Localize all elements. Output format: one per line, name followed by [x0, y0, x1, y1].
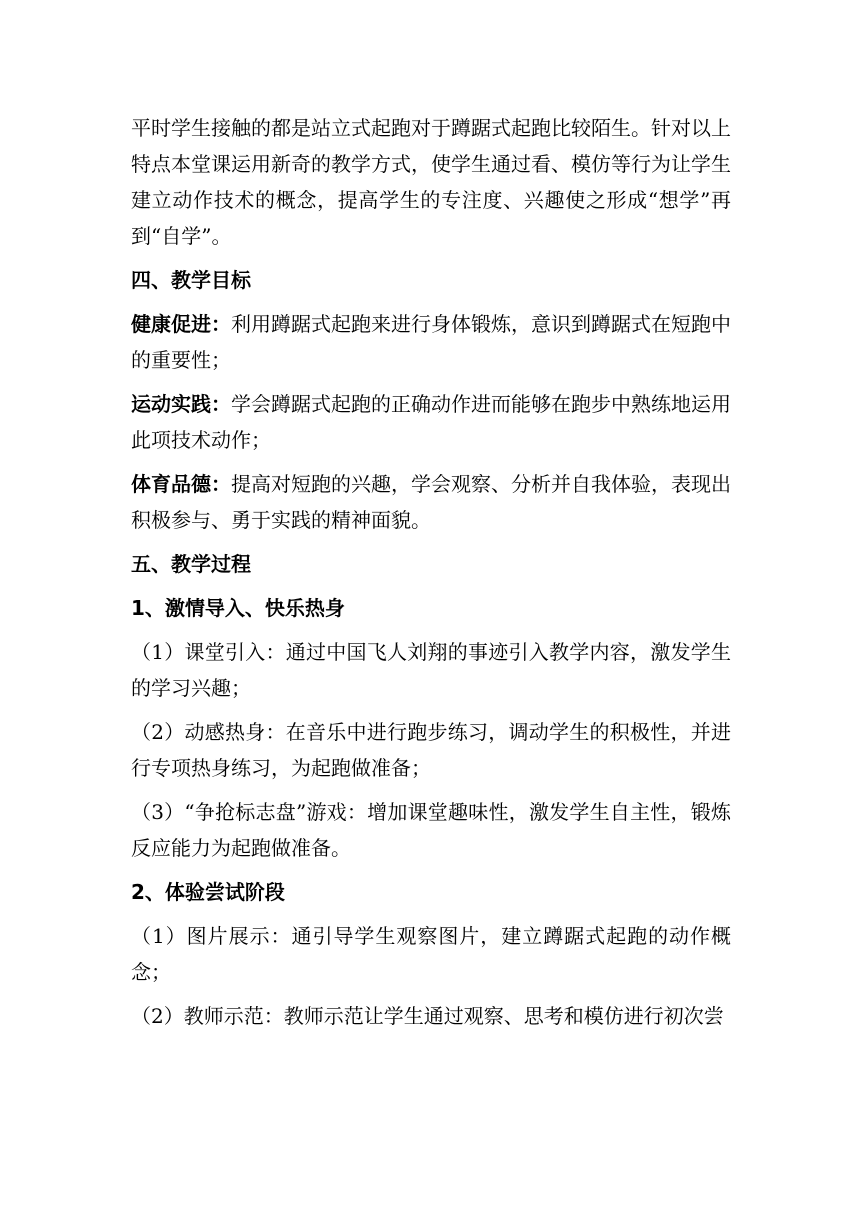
goal-term: 运动实践： [131, 392, 231, 416]
process-item: （1）课堂引入：通过中国飞人刘翔的事迹引入教学内容，激发学生的学习兴趣； [131, 640, 731, 700]
goal-text: 提高对短跑的兴趣，学会观察、分析并自我体验，表现出积极参与、勇于实践的精神面貌。 [131, 472, 731, 532]
subsection-heading-warmup: 1、激情导入、快乐热身 [131, 596, 345, 620]
goal-term: 健康促进： [131, 312, 231, 336]
goal-morality [131, 466, 731, 538]
process-item: （2）动感热身：在音乐中进行跑步练习，调动学生的积极性，并进行专项热身练习，为起跑做准备； [131, 720, 731, 780]
intro-paragraph: 平时学生接触的都是站立式起跑对于蹲踞式起跑比较陌生。针对以上特点本堂课运用新奇的教学方式，使学生通过看、模仿等行为让学生建立动作技术的概念，提高学生的专注度、兴趣使之形成“想学”再到“自学”。 [131, 116, 731, 248]
process-item: （3）“争抢标志盘”游戏：增加课堂趣味性，激发学生自主性，锻炼反应能力为起跑做准备。 [131, 800, 731, 860]
goal-practice [131, 386, 731, 458]
subsection-heading-experience: 2、体验尝试阶段 [131, 880, 285, 904]
section-heading-process: 五、教学过程 [131, 552, 251, 576]
document-page [131, 110, 731, 1042]
process-item: （2）教师示范：教师示范让学生通过观察、思考和模仿进行初次尝 [131, 1004, 724, 1028]
section-heading-goals: 四、教学目标 [131, 268, 251, 292]
goal-term: 体育品德： [131, 472, 231, 496]
goal-text: 学会蹲踞式起跑的正确动作进而能够在跑步中熟练地运用此项技术动作； [131, 392, 731, 452]
process-item: （1）图片展示：通引导学生观察图片，建立蹲踞式起跑的动作概念； [131, 924, 731, 984]
goal-text: 利用蹲踞式起跑来进行身体锻炼，意识到蹲踞式在短跑中的重要性； [131, 312, 731, 372]
goal-health [131, 306, 731, 378]
